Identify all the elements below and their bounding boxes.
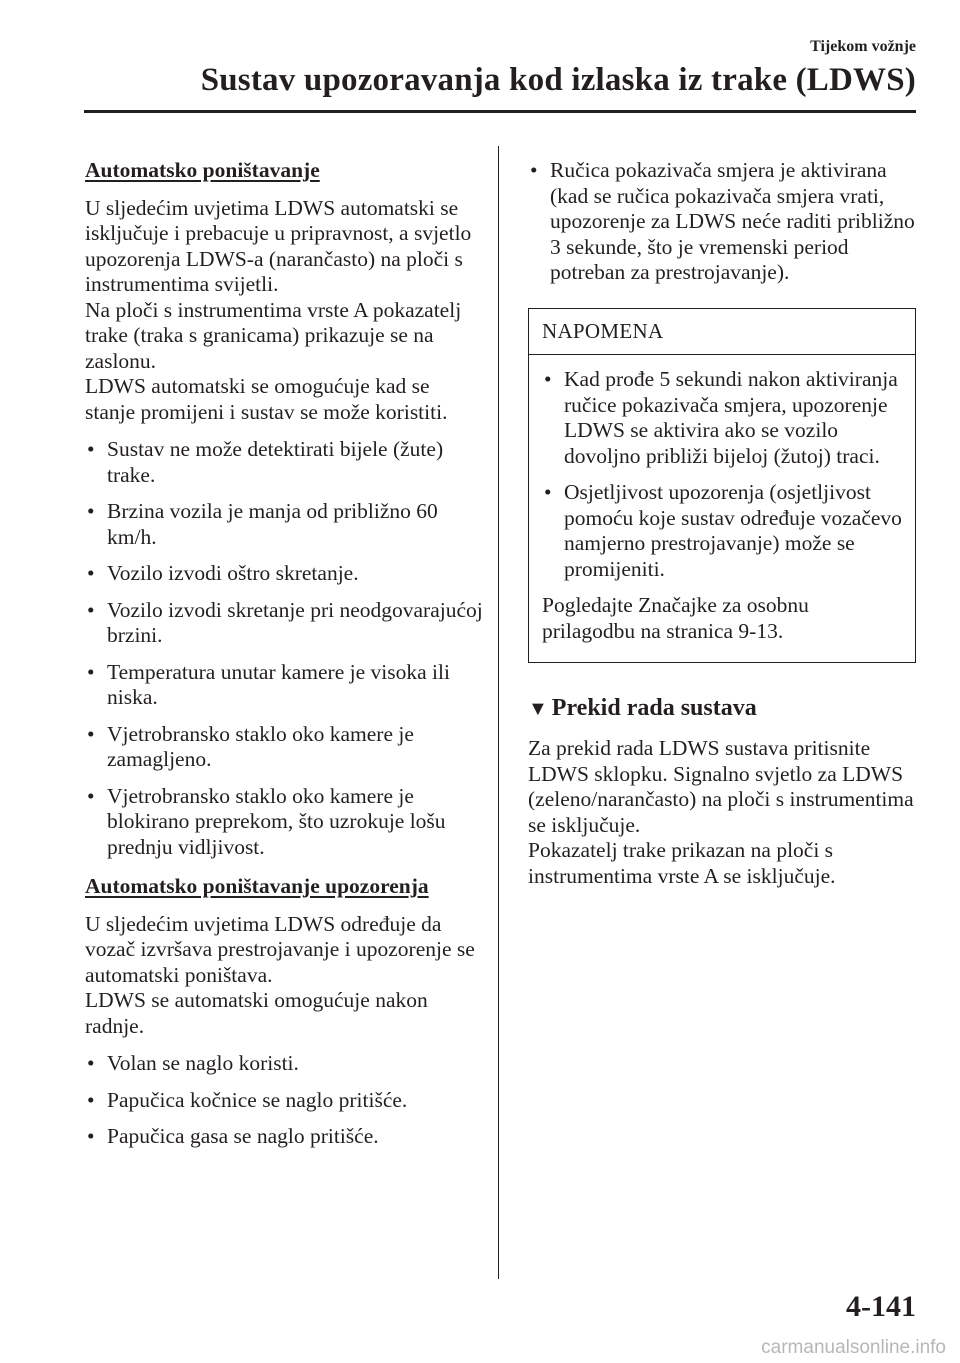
continued-bullet-list: [528, 158, 916, 286]
auto-cancel-paragraphs: [85, 196, 485, 426]
bullet-icon: •: [87, 1087, 95, 1112]
list-item: [85, 722, 485, 773]
list-item: [542, 480, 903, 582]
triangle-down-icon: ▼: [528, 698, 548, 720]
bullet-icon: •: [87, 1124, 95, 1148]
page-title: Sustav upozoravanja kod izlaska iz trake (LDWS): [200, 62, 916, 98]
list-item-text: Sustav ne može detektirati bijele (žute) trake.: [107, 437, 444, 487]
list-item-text: Volan se naglo koristi.: [107, 1051, 299, 1075]
bullet-icon: •: [544, 480, 552, 504]
list-item-text: Brzina vozila je manja od približno 60 km/h.: [107, 499, 438, 549]
list-item: [528, 158, 916, 286]
bullet-icon: •: [87, 597, 95, 622]
auto-cancel-heading: Automatsko poništavanje: [85, 158, 320, 182]
list-item: [85, 437, 485, 488]
list-item: [85, 1088, 485, 1114]
list-item-text: Vjetrobransko staklo oko kamere je zamagljeno.: [107, 721, 414, 771]
paragraph-text: Za prekid rada LDWS sustava pritisnite LDWS sklopku. Signalno svjetlo za LDWS (zeleno/narančasto) na ploči s instrumentima se isključuje.: [528, 736, 914, 837]
column-divider: [498, 146, 499, 1279]
watermark: carmanualsonline.info: [761, 1337, 946, 1358]
bullet-icon: •: [530, 158, 538, 182]
left-column: [85, 158, 485, 1161]
list-item-text: Ručica pokazivača smjera je aktivirana (kad se ručica pokazivača smjera vrati, upozorenje za LDWS neće raditi približno 3 sekunde, što je vremenski period potreban za prestrojavanje).: [550, 158, 915, 284]
section-label: Tijekom vožnje: [810, 38, 916, 55]
stop-section-heading-text: Prekid rada sustava: [551, 695, 757, 721]
bullet-icon: •: [87, 561, 95, 585]
list-item: [85, 561, 485, 587]
list-item-text: Temperatura unutar kamere je visoka ili niska.: [107, 659, 450, 709]
list-item-text: Vozilo izvodi skretanje pri neodgovarajućoj brzini.: [107, 597, 483, 647]
list-item: [85, 1124, 485, 1150]
paragraph-text: LDWS se automatski omogućuje nakon radnje.: [85, 988, 428, 1038]
bullet-icon: •: [87, 437, 95, 461]
paragraph-text: U sljedećim uvjetima LDWS određuje da vozač izvršava prestrojavanje i upozorenje se automatski poništava.: [85, 911, 475, 987]
page-number: 4-141: [846, 1290, 916, 1323]
list-item-text: Kad prođe 5 sekundi nakon aktiviranja ručice pokazivača smjera, upozorenje LDWS se aktivira ako se vozilo dovoljno približi bijeloj (žutoj) traci.: [564, 367, 898, 468]
list-item-text: Vozilo izvodi oštro skretanje.: [107, 561, 359, 585]
note-box: [528, 308, 916, 664]
list-item-text: Papučica gasa se naglo pritišće.: [107, 1124, 379, 1148]
warning-cancel-heading: Automatsko poništavanje upozorenja: [85, 874, 429, 898]
warning-cancel-bullet-list: [85, 1051, 485, 1150]
note-bullet-list: [542, 367, 903, 582]
list-item: [85, 784, 485, 861]
paragraph-text: LDWS automatski se omogućuje kad se stanje promijeni i sustav se može koristiti.: [85, 374, 448, 424]
auto-cancel-bullet-list: [85, 437, 485, 860]
right-column: [528, 158, 916, 901]
bullet-icon: •: [87, 783, 95, 808]
list-item: [542, 367, 903, 469]
note-title: NAPOMENA: [529, 309, 915, 356]
list-item: [85, 1051, 485, 1077]
bullet-icon: •: [87, 659, 95, 684]
bullet-icon: •: [544, 367, 552, 391]
list-item: [85, 499, 485, 550]
warning-cancel-paragraphs: [85, 912, 485, 1040]
stop-section-paragraphs: [528, 736, 916, 889]
title-rule: [84, 110, 916, 113]
list-item: [85, 598, 485, 649]
paragraph-text: Pokazatelj trake prikazan na ploči s instrumentima vrste A se isključuje.: [528, 838, 836, 888]
note-reference-text: Pogledajte Značajke za osobnu prilagodbu na stranica 9-13.: [542, 593, 809, 643]
stop-section-heading: [528, 693, 916, 724]
bullet-icon: •: [87, 721, 95, 746]
bullet-icon: •: [87, 1051, 95, 1075]
note-body: [529, 355, 915, 662]
paragraph-text: U sljedećim uvjetima LDWS automatski se isključuje i prebacuje u pripravnost, a svjetlo upozorenja LDWS-a (narančasto) na ploči s instrumentima svijetli.: [85, 195, 472, 296]
list-item-text: Vjetrobransko staklo oko kamere je blokirano preprekom, što uzrokuje lošu prednju vidljivost.: [107, 783, 446, 859]
list-item-text: Osjetljivost upozorenja (osjetljivost pomoću koje sustav određuje vozačevo namjerno prestrojavanje) može se promijeniti.: [564, 480, 902, 581]
bullet-icon: •: [87, 499, 95, 523]
paragraph-text: Na ploči s instrumentima vrste A pokazatelj trake (traka s granicama) prikazuje se na zaslonu.: [85, 297, 462, 373]
list-item-text: Papučica kočnice se naglo pritišće.: [107, 1087, 408, 1112]
list-item: [85, 660, 485, 711]
